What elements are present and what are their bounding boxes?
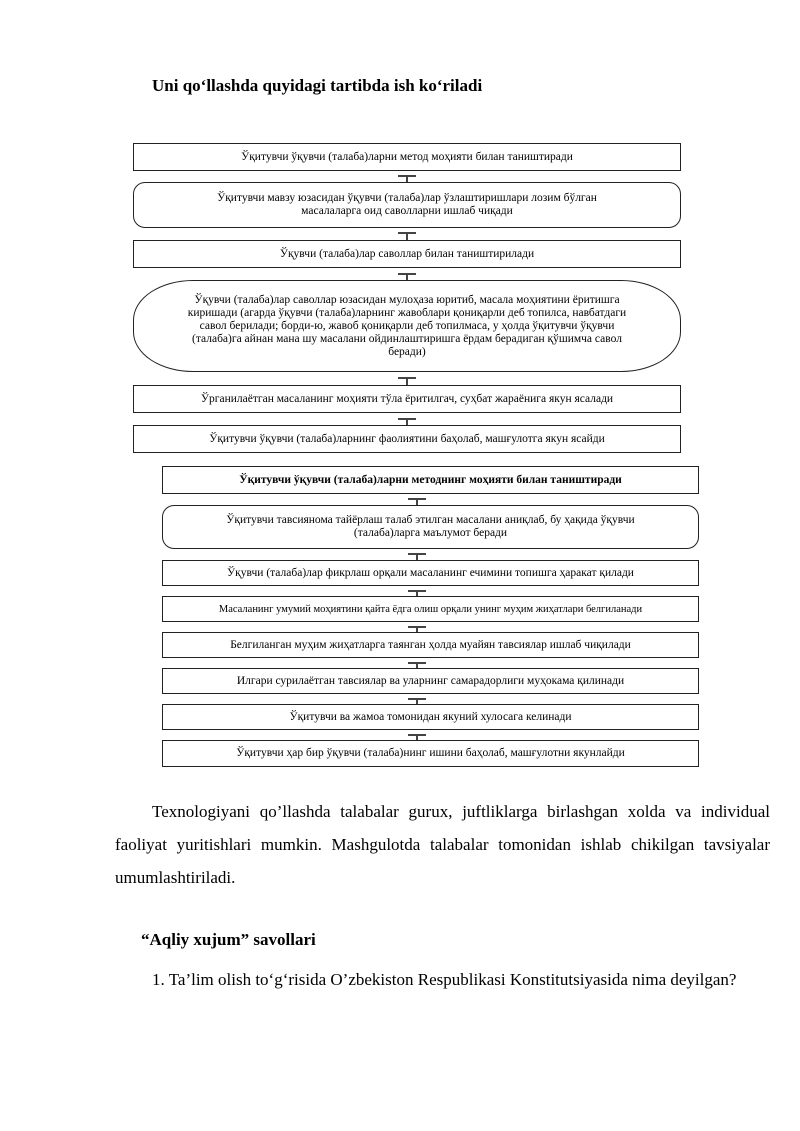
flow1-step-3: Ўқувчи (талаба)лар саволлар билан таништирилади: [133, 240, 681, 268]
flow-arrow: [402, 495, 432, 505]
flow2-step-8: Ўқитувчи ҳар бир ўқувчи (талаба)нинг ишини баҳолаб, машғулотни якунлайди: [162, 740, 699, 767]
flow-arrow: [392, 229, 422, 239]
flow2-step-1: Ўқитувчи ўқувчи (талаба)ларни методнинг моҳияти билан таништиради: [162, 466, 699, 494]
body-paragraph-text: Texnologiyani qo’llashda talabalar gurux, juftliklarga birlashgan xolda va individual faoliyat yuritishlari mumkin. Mashgulotda talabalar tomonidan ishlab chikilgan tavsiyalar umumlashtiriladi.: [115, 802, 770, 887]
flow-arrow: [392, 374, 422, 384]
flow2-step-7: Ўқитувчи ва жамоа томонидан якуний хулосага келинади: [162, 704, 699, 730]
flow1-step-1: Ўқитувчи ўқувчи (талаба)ларни метод моҳияти билан таништиради: [133, 143, 681, 171]
flow2-step-4: Масаланинг умумий моҳиятини қайта ёдга олиш орқали унинг муҳим жиҳатлари белгиланади: [162, 596, 699, 622]
question-1-number: 1.: [152, 970, 165, 989]
flow-arrow: [402, 550, 432, 560]
flow1-step-5: Ўрганилаётган масаланинг моҳияти тўла ёритилгач, суҳбат жараёнига якун ясалади: [133, 385, 681, 413]
question-1: [115, 963, 770, 996]
page-heading: Uni qo‘llashda quyidagi tartibda ish ko‘riladi: [152, 76, 483, 95]
flow-arrow: [392, 172, 422, 182]
flow1-step-2: Ўқитувчи мавзу юзасидан ўқувчи (талаба)лар ўзлаштиришлари лозим бўлган масалаларга оид саволларни ишлаб чиқади: [133, 182, 681, 228]
flow2-step-3: Ўқувчи (талаба)лар фикрлаш орқали масаланинг ечимини топишга ҳаракат қилади: [162, 560, 699, 586]
flow1-step-4: Ўқувчи (талаба)лар саволлар юзасидан мулоҳаза юритиб, масала моҳиятини ёритишга киришади (агарда ўқувчи (талаба)ларнинг жавоблари қониқарли деб топилса, навбатдаги савол берилади; борди-ю, жавоб қониқарли деб топилмаса, у ҳолда ўқитувчи ўқувчи (талаба)га айнан мана шу масалани ойдинлаштиришга ёрдам берадиган қўшимча савол беради): [133, 280, 681, 372]
flow-arrow: [392, 270, 422, 280]
flow2-step-6: Илгари сурилаётган тавсиялар ва уларнинг самарадорлиги муҳокама қилинади: [162, 668, 699, 694]
flow-arrow: [392, 415, 422, 425]
flow1-step-6: Ўқитувчи ўқувчи (талаба)ларнинг фаолиятини баҳолаб, машғулотга якун ясайди: [133, 425, 681, 453]
flow2-step-5: Белгиланган муҳим жиҳатларга таянган ҳолда муайян тавсиялар ишлаб чиқилади: [162, 632, 699, 658]
section-subheading: “Aqliy xujum” savollari: [141, 930, 316, 949]
flow2-step-2: Ўқитувчи тавсиянома тайёрлаш талаб этилган масалани аниқлаб, бу ҳақида ўқувчи (талаба)ларга маълумот беради: [162, 505, 699, 549]
body-paragraph: [115, 795, 770, 894]
question-1-text: Ta’lim olish to‘g‘risida O’zbekiston Respublikasi Konstitutsiyasida nima deyilgan?: [168, 970, 737, 989]
